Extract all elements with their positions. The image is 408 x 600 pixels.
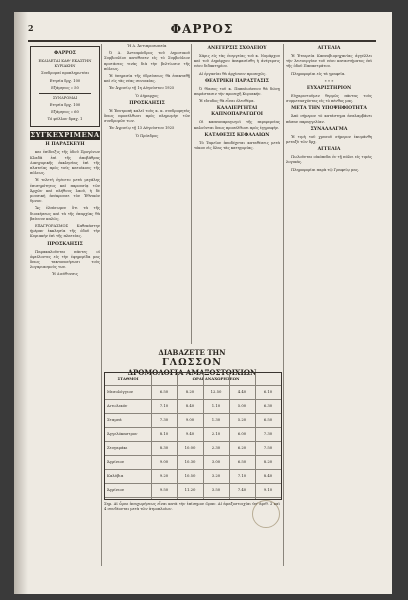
schedule-station-cell: Μεσολόγγιον xyxy=(107,389,134,394)
article-paragraph: Ὁ θίασος τοῦ κ. Παπαϊωάννου θὰ δώσῃ παράστασιν τὴν προσεχῆ Κυριακήν. xyxy=(194,86,280,97)
schedule-time-cell: 10.30 xyxy=(184,459,196,464)
schedule-time-cell: 10.50 xyxy=(184,473,196,478)
schedule-time-cell: 6.20 xyxy=(237,445,247,450)
article-paragraph: Πληροφορίαι εἰς τὰ γραφεῖα. xyxy=(291,71,346,76)
divider xyxy=(39,93,91,94)
schedule-time-cell: 7.50 xyxy=(263,445,273,450)
schedule-time-cell: 3.50 xyxy=(211,487,221,492)
schedule-station-header: ΣΤΑΘΜΟΙ xyxy=(117,376,139,381)
column-rule xyxy=(101,44,102,566)
schedule-title-word: ΓΛΩΣΣΟΝ xyxy=(162,357,222,368)
library-stamp xyxy=(252,500,280,528)
schedule-column-line xyxy=(229,373,230,499)
schedule-time-cell: 3.20 xyxy=(211,473,221,478)
masthead: ΦΑΡΡΟΣ xyxy=(170,22,234,36)
schedule-time-cell: 9.10 xyxy=(263,487,273,492)
signature: Ὁ Δήμαρχος xyxy=(135,93,159,98)
article-paragraph: Ἡ εἴσοδος θὰ εἶναι ἐλευθέρα. xyxy=(199,99,255,104)
page-number: 2 xyxy=(28,23,34,33)
article-paragraph: Τὸ Ταμεῖον ἀποδέχεται καταθέσεις μετὰ τόκου εἰς ὅλας τὰς κατηγορίας. xyxy=(194,140,280,151)
article-paragraph: Πληροφορίαι παρὰ τῷ Γραφείῳ μας. xyxy=(291,167,360,172)
schedule-column-line xyxy=(151,373,152,499)
box-line: Ετησία δρχ. 100 xyxy=(49,102,81,107)
article-paragraph: Παρακαλοῦνται πάντες οἱ ὀφείλοντες εἰς τὴν ἐφημερίδα μας ὅπως τακτοποιήσωσι τοὺς λογαριασμούς των. xyxy=(30,249,100,270)
schedule-time-cell: 11.20 xyxy=(184,487,196,492)
schedule-station-cell: Σταμνά xyxy=(107,417,122,422)
box-subtitle: ΕΚΔΙΔΕΤΑΙ ΚΑΘ' ΕΚΑΣΤΗΝ ΚΥΡΙΑΚΗΝ xyxy=(38,59,92,69)
box-title: ΦΑΡΡΟΣ xyxy=(54,51,76,56)
article-paragraph: Ἀπὸ σήμερον τὸ κατάστημα ἀναλαμβάνει πᾶσαν παραγγελίαν. xyxy=(286,114,372,124)
schedule-column-line xyxy=(255,373,256,499)
schedule-time-cell: 8.30 xyxy=(159,445,169,450)
schedule-time-cell: 3.00 xyxy=(211,459,221,464)
article-paragraph: Εὐχαριστοῦμεν θερμῶς πάντας τοὺς συμμετασχόντας εἰς τὸ πένθος μας. xyxy=(286,94,372,104)
article-paragraph: Ἡ Ἑταιρεία Καπνοβιομηχανίας ἀγγέλλει τὴν λειτουργίαν τοῦ νέου καταστήματος ἐπὶ τῆς ὁδοῦ Παπαστράτου. xyxy=(286,54,372,69)
schedule-column-line xyxy=(203,373,204,499)
schedule-kicker: ΔΙΑΒΑΖΕΤΕ ΤΗΝ xyxy=(158,348,226,357)
article-paragraph: Οἱ καπνοπαραγωγοὶ τῆς περιφερείας καλοῦνται ὅπως προσέλθωσι πρὸς ἐγγραφήν. xyxy=(194,120,280,130)
schedule-time-cell: 12.50 xyxy=(210,389,222,394)
column-top-line: Ἡ Δ. Ἀντιπροσωπεία xyxy=(127,44,167,48)
schedule-time-cell: 8.10 xyxy=(159,431,169,436)
article-paragraph: Ἡ τελετὴ ἐγένετο μετὰ μεγάλης ἐπισημότητος καὶ παρουσίᾳ τῶν Ἀρχῶν καὶ πλήθους λαοῦ, ἡ δὲ μουσικὴ ἀνέκρουσε τὸν Ἐθνικὸν ὕμνον. xyxy=(30,178,100,204)
article-paragraph: Αἱ ἐργασίαι θὰ ἀρχίσουν προσεχῶς. xyxy=(199,71,267,76)
box-line: Εξάμηνος » 60 xyxy=(51,110,79,115)
schedule-column-line xyxy=(177,373,178,499)
article-paragraph: Ἡ τιμὴ τοῦ χρυσοῦ σήμερον ἐκυμάνθη μεταξὺ τῶν δρχ. xyxy=(286,134,372,145)
schedule-time-cell: 9.50 xyxy=(159,487,169,492)
column-2 xyxy=(104,44,190,344)
schedule-time-cell: 5.00 xyxy=(237,403,247,408)
article-paragraph: Χάρις εἰς τὰς ἐνεργείας τοῦ κ. Νομάρχου καὶ τοῦ Δημάρχου ἀπεφασίσθη ἡ ἀνέγερσις νέου διδακτηρίου. xyxy=(194,54,280,69)
schedule-time-cell: 9.00 xyxy=(185,417,195,422)
schedule-time-cell: 7.30 xyxy=(263,431,273,436)
article-paragraph: Ἡ Ἐπιτροπὴ καλεῖ τοὺς κ. κ. συνδρομητὰς ὅπως προσέλθωσι πρὸς πληρωμὴν τῶν συνδρομῶν των. xyxy=(104,108,190,124)
gutter-shadow xyxy=(14,12,28,594)
schedule-time-cell: 6.00 xyxy=(237,431,247,436)
signature: Ὁ Πρόεδρος xyxy=(135,133,159,138)
box-line: Ετησία δρχ. 100 xyxy=(49,78,81,83)
schedule-station-cell: Καλύβια xyxy=(107,473,124,478)
article-paragraph: Ἡ ὑπηρεσία τῆς ὑδρεύσεως θὰ ἐπεκταθῇ καὶ εἰς τὰς νέας συνοικίας. xyxy=(104,74,190,84)
schedule-time-cell: 9.40 xyxy=(185,431,195,436)
schedule-time-cell: 8.20 xyxy=(185,389,195,394)
page-header xyxy=(28,22,376,38)
column-1 xyxy=(30,44,100,566)
section-banner: ΣΥΓΚΕΧΡΙΜΕΝΑ xyxy=(30,131,100,140)
box-line: Συνδρομαί προπληρωτέαι xyxy=(40,71,90,76)
schedule-time-cell: 7.40 xyxy=(237,487,247,492)
article-heading: ΠΡΟΣΚΛΗΣΙΣ xyxy=(47,241,83,247)
separator-star: * * * xyxy=(324,78,334,84)
column-rule xyxy=(191,44,192,344)
schedule-station-cell: Ἀγρίνιον xyxy=(107,487,125,492)
article-date: Ἐν Ἀγρινίῳ τῇ 1η Αὐγούστου 1925 xyxy=(109,86,175,91)
article-date: Ἐν Ἀγρινίῳ τῇ 13 Αὐγούστου 1925 xyxy=(109,126,175,131)
subscription-box xyxy=(30,46,100,127)
article-heading: ΠΡΟΣΚΛΗΣΙΣ xyxy=(129,100,165,106)
schedule-time-cell: 5.20 xyxy=(237,417,247,422)
schedule-time-cell: 7.10 xyxy=(159,403,169,408)
header-rule xyxy=(28,40,376,42)
article-heading: ΘΕΑΤΡΙΚΗ ΠΑΡΑΣΤΑΣΙΣ xyxy=(205,78,269,84)
section-subtitle: Η ΠΑΡΑΣΚΕΥΗ xyxy=(45,142,85,148)
article-paragraph: Πωλοῦνται οἰκόπεδα ἐν τῇ πόλει εἰς τιμὰς λογικάς. xyxy=(286,155,372,165)
article-heading: ΑΓΓΕΛΙΑ xyxy=(317,46,341,51)
schedule-time-cell: 2.10 xyxy=(211,431,221,436)
schedule-station-cell: Αιτωλικόν xyxy=(107,403,128,408)
article-heading: ΣΥΝΑΛΛΑΓΜΑ xyxy=(310,126,348,132)
schedule-time-cell: 6.50 xyxy=(263,417,273,422)
article-heading: ΚΑΤΑΘΕΣΙΣ ΚΕΦΑΛΑΙΩΝ xyxy=(204,132,270,138)
article-heading: ΕΥΧΑΡΙΣΤΗΡΙΟΝ xyxy=(306,86,352,92)
box-line: ΣΥΝΔΡΟΜΑΙ xyxy=(52,95,78,100)
schedule-station-cell: Άγγελόκαστρον xyxy=(107,431,138,436)
schedule-time-cell: 7.30 xyxy=(159,417,169,422)
column-4 xyxy=(286,44,372,566)
schedule-time-cell: 6.50 xyxy=(237,459,247,464)
signature: Ἡ Διεύθυνσις xyxy=(52,272,78,277)
schedule-note: Σημ. Αἱ ὧραι ἀναχωρήσεως εἶναι κατὰ τὴν ἐπίσημον ὥραν. Αἱ ἁμαξοστοιχίαι ὑπ' ἀριθ. 2 καὶ 4 συνδέονται μετὰ τῶν ἀτμοπλοίων. xyxy=(104,502,280,511)
schedule-time-cell: 10.00 xyxy=(184,445,196,450)
box-line: Τό φύλλον δραχ. 1 xyxy=(47,117,83,122)
article-paragraph: ΕΞΑΓΡΟΡΑΣΜΟΣ Καθεκάστην ἡμέραν ἐκκλησία τῆς ὁδοῦ τὴν Κυριακήν ἐπὶ τῆς πλατείας. xyxy=(30,224,100,239)
schedule-table-title: ΔΡΟΜΟΛΟΓΙΑ ΑΜΑΞΟΣΤΟΙΧΙΩΝ xyxy=(127,368,257,377)
column-3 xyxy=(194,44,280,344)
article-heading: ΚΑΛΛΙΕΡΓΗΤΑΙ ΚΑΠΝΟΠΑΡΑΓΩΓΟΙ xyxy=(211,106,263,118)
schedule-station-cell: Ἀγρίνιον xyxy=(107,459,125,464)
schedule-time-cell: 8.40 xyxy=(185,403,195,408)
article-paragraph: και ἐπίδειξις τῆς ὁδοῦ Προγόνων Κλαδᾶ ἐπὶ τῆς ἀποβάθρας Δικηγορικῆς ἐκκλησίας ἐπὶ τῆς πλατείας πρὸς τοὺς κατοίκους τῆς πόλεως. xyxy=(30,150,100,176)
box-line: Εξάμηνος » 50 xyxy=(51,85,79,90)
schedule-time-cell: 8.20 xyxy=(263,459,273,464)
schedule-time-cell: 6.10 xyxy=(263,389,273,394)
train-schedule-table xyxy=(104,372,282,500)
article-heading: ΑΓΓΕΛΙΑ xyxy=(317,147,341,153)
schedule-time-cell: 7.10 xyxy=(237,473,247,478)
schedule-time-cell: 6.50 xyxy=(159,389,169,394)
schedule-station-cell: Ζευγαράκι xyxy=(107,445,128,450)
article-paragraph: Ἂς ἐλπίσωμεν ὅτι τὰ τῆς διοικήσεως καὶ τὰ τῆς ἐπαρχίας θὰ βαίνουν καλῶς. xyxy=(30,206,100,221)
schedule-time-cell: 8.40 xyxy=(263,473,273,478)
schedule-time-cell: 1.10 xyxy=(211,403,221,408)
schedule-times-header: ΩΡΑΙ ΑΝΑΧΩΡΗΣΕΩΝ xyxy=(192,376,240,381)
article-heading: ΑΝΕΓΕΡΣΙΣ ΣΧΟΛΕΙΟΥ xyxy=(207,46,267,51)
article-heading: ΜΕΤΑ ΤΗΝ ΥΠΟΨΗΦΙΟΤΗΤΑ xyxy=(291,106,367,112)
schedule-time-cell: 9.20 xyxy=(159,473,169,478)
column-rule xyxy=(283,44,284,566)
schedule-time-cell: 2.30 xyxy=(211,445,221,450)
schedule-time-cell: 6.30 xyxy=(263,403,273,408)
article-paragraph: Ὁ Δ. Ἀντιπρόεδρος τοῦ Δημοτικοῦ Συμβουλίου κατέθεσεν εἰς τὸ Συμβούλιον προτάσεις τινὰς διὰ τὴν βελτίωσιν τῆς πόλεως. xyxy=(104,51,190,71)
schedule-time-cell: 4.40 xyxy=(237,389,247,394)
schedule-time-cell: 1.30 xyxy=(211,417,221,422)
schedule-time-cell: 9.00 xyxy=(159,459,169,464)
